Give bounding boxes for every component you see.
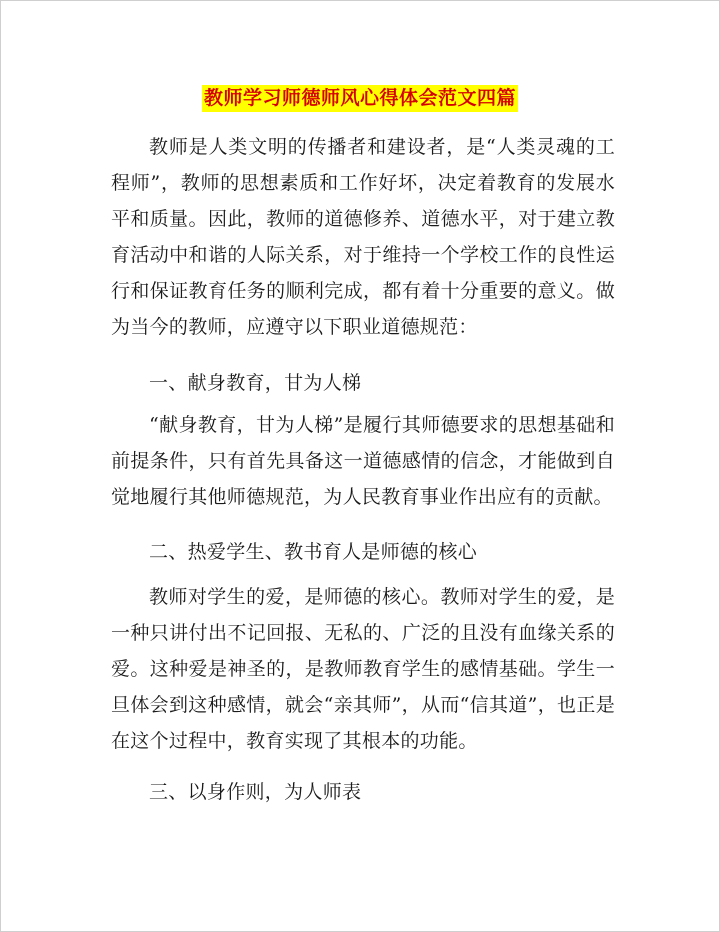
section-heading-3: 三、以身作则，为人师表 — [149, 781, 362, 803]
paragraph-section-1: “献身教育，甘为人梯”是履行其师德要求的思想基础和前提条件，只有首先具备这一道德感情的信念，才能做到自觉地履行其他师德规范，为人民教育事业作出应有的贡献。 — [111, 414, 615, 508]
paragraph-intro: 教师是人类文明的传播者和建设者，是“人类灵魂的工程师”，教师的思想素质和工作好坏，决定着教育的发展水平和质量。因此，教师的道德修养、道德水平，对于建立教育活动中和谐的人际关系，对于维持一个学校工作的良性运行和保证教育任务的顺利完成，都有着十分重要的意义。做为当今的教师，应遵守以下职业道德规范： — [111, 136, 615, 338]
section-heading-2: 二、热爱学生、教书育人是师德的核心 — [149, 541, 478, 563]
paragraph-section-2: 教师对学生的爱，是师德的核心。教师对学生的爱，是一种只讲付出不记回报、无私的、广泛的且没有血缘关系的爱。这种爱是神圣的，是教师教育学生的感情基础。学生一旦体会到这种感情，就会“亲其师”，从而“信其道”，也正是在这个过程中，教育实现了其根本的功能。 — [111, 586, 615, 752]
document-title: 教师学习师德师风心得体会范文四篇 — [202, 85, 518, 112]
title-container — [1, 85, 719, 112]
section-heading-1: 一、献身教育，甘为人梯 — [149, 372, 362, 394]
